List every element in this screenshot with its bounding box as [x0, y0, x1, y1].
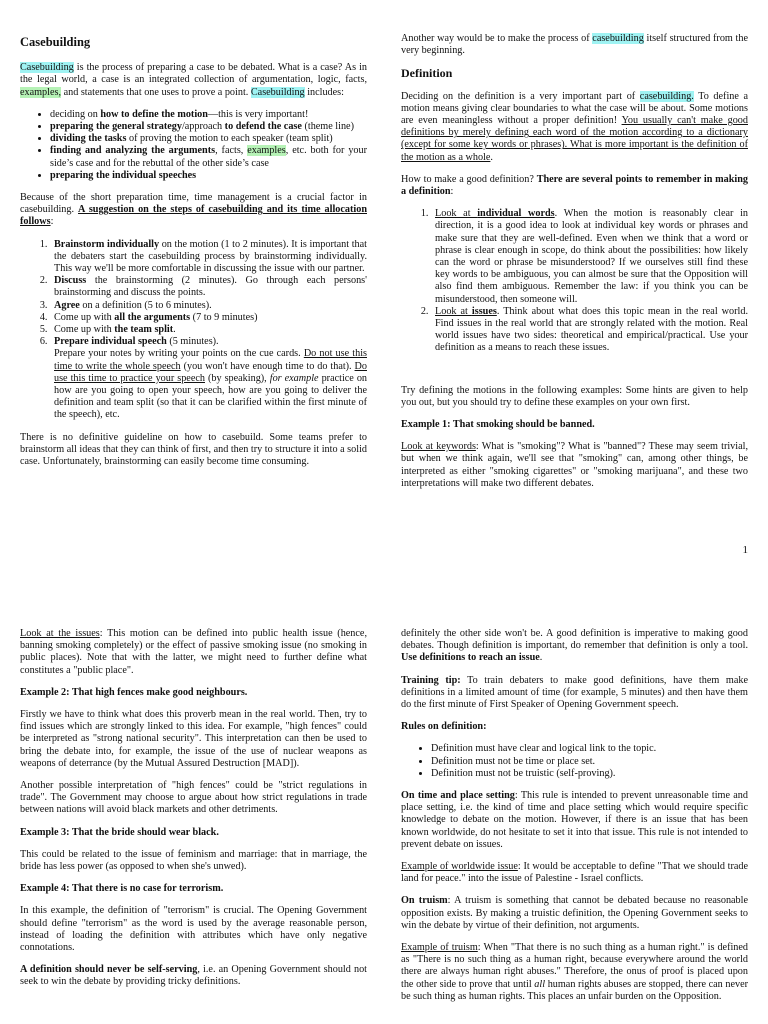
page2-left-column	[20, 628, 367, 999]
rules-list	[401, 743, 748, 780]
highlight-term: Casebuilding	[20, 62, 74, 74]
list-item: • Definition must have clear and logical link to the topic.	[431, 743, 748, 755]
casebuilding-steps-list	[20, 239, 367, 422]
list-item: • finding and analyzing the arguments, facts, examples, etc. both for your side’s case and for the rebuttal of the other side’s case	[50, 145, 367, 169]
time-management-paragraph: Because of the short preparation time, time management is a crucial factor in casebuilding. A suggestion on the steps of casebuilding and its time allocation follows:	[20, 192, 367, 228]
includes-list	[20, 109, 367, 182]
example-2-paragraph-1: Firstly we have to think what does this proverb mean in the real world. Then, try to find issues which are strongly linked to this idea. For example, "high fences" could be interpreted as "strong national security". This interpretation can then be used to bring the debate into, for example, the issue of the use of nuclear weapons as weapons of deterrance (by the Mutual Assured Destruction [MAD]).	[20, 709, 367, 769]
highlight-term: examples	[247, 145, 286, 157]
example-4-paragraph: In this example, the definition of "terrorism" is crucial. The Opening Government should define "terrorism" as the word is used by the average reasonable person, instead of loading the definition with attributes which have only negative connotations.	[20, 905, 367, 954]
list-item: • dividing the tasks of proving the motion to each speaker (team split)	[50, 133, 367, 145]
page2-right-column	[401, 628, 748, 1013]
list-item: • Definition must not be time or place set.	[431, 756, 748, 768]
page-gap	[0, 580, 768, 608]
example-3-heading: Example 3: That the bride should wear black.	[20, 826, 219, 838]
time-place-paragraph: On time and place setting: This rule is intended to prevent unreasonable time and place setting, i.e. the kind of time and place setting which would require specific knowledge to debate on the motion. However, if there is an issue that has been known worldwide, do not hesitate to set it into that issue. This rule is not intended to prevent debate on issues.	[401, 790, 748, 850]
example-3-paragraph: This could be related to the issue of feminism and marriage: that in marriage, the bride has less power (as opposed to when she's unwed).	[20, 848, 367, 873]
issues-paragraph: Look at the issues: This motion can be defined into public health issue (hence, banning smoking completely) or the effect of passive smoking issue (no smoking in public places). Note that with the latter, we might need to further define what constitutes a "public place".	[20, 628, 367, 676]
list-item: 5. Come up with the team split.	[50, 324, 367, 336]
intro-paragraph: Casebuilding is the process of preparing a case to be debated. What is a case? As in the legal world, a case is an integrated collection of argumentation, logic, facts, examples, and statements that one uses to prove a point. Casebuilding includes:	[20, 62, 367, 98]
page1-left-column	[20, 36, 367, 478]
example-2-paragraph-2: Another possible interpretation of "high fences" could be "strict regulations in trade". The Government may choose to argue about how strict regulations in trade between nations will avoid black markets and other detriments.	[20, 780, 367, 816]
list-item: 1. Brainstorm individually on the motion (1 to 2 minutes). It is important that the debaters start the casebuilding process by brainstorming individually. This way we'll be more comfortable in discussing the issue with our partner.	[50, 239, 367, 276]
highlight-term: examples,	[20, 86, 62, 98]
highlight-term: casebuilding	[592, 33, 644, 44]
section-title-casebuilding: Casebuilding	[20, 35, 91, 49]
worldwide-issue-paragraph: Example of worldwide issue: It would be acceptable to define "That we should trade land for peace." into the issue of Palestine - Israel conflicts.	[401, 861, 749, 885]
list-item: 1. Look at individual words. When the motion is reasonably clear in direction, it is a good idea to look at individual key words or phrases and make sure that they are well-defined. Even when we think that a word or phrase is clear enough in scope, do think about the possibilities: how likely can the word or phrase be misunderstood? If we ourselves still find these key words to be ambiguous, you can almost be sure that the Opposition will also find them ambiguous. Remember the law: if you think you can be misunderstood, then someone will.	[431, 208, 748, 306]
highlight-term: casebuilding.	[639, 90, 694, 102]
list-item: • deciding on how to define the motion—this is very important!	[50, 109, 367, 121]
example-4-heading: Example 4: That there is no case for terrorism.	[20, 883, 224, 895]
structured-process-paragraph: Another way would be to make the process of casebuilding itself structured from the very beginning.	[401, 33, 748, 57]
definition-paragraph: Deciding on the definition is a very important part of casebuilding. To define a motion means giving clear boundaries to what the case will be about. Some motions are even meaningless without a proper definition! You usually can't make good definitions by merely defining each word of the motion according to a dictionary (except for some key words or phrases). What is more important is the definition of the motion as a whole.	[401, 90, 748, 163]
keywords-paragraph: Look at keywords: What is "smoking"? What is "banned"? These may seem trivial, but when we think again, we'll see that "smoking" can, among other things, be interpreted as either "smoking cigarettes" or "smoking marijuana", and these two interpretations will make two different debates.	[401, 441, 749, 489]
section-title-definition: Definition	[401, 66, 453, 81]
document-page-2	[0, 608, 768, 1024]
example-1-heading: Example 1: That smoking should be banned.	[401, 419, 595, 431]
list-item: 4. Come up with all the arguments (7 to 9 minutes)	[50, 312, 367, 324]
training-tip-paragraph: Training tip: To train debaters to make good definitions, have them make definitions in a limited amount of time (for example, 5 minutes) and then have them do the first minute of First Speaker of Opening Government speech.	[401, 674, 748, 711]
truism-example-paragraph: Example of truism: When "That there is no such thing as a human right." is defined as "There is no such thing as a human right, because everywhere around the world there are always human right abuses." Therefore, the onus of proof is placed upon the other side to prove that until all human rights abuses are stopped, there can never be such thing as human rights. This places an unfair burden on the Opposition.	[401, 942, 749, 1002]
list-item: 2. Discuss the brainstorming (2 minutes). Go through each persons' brainstorming and discuss the points.	[50, 275, 367, 299]
closing-paragraph: There is no definitive guideline on how to casebuild. Some teams prefer to brainstorm all ideas that they can think of first, and then try to structure it into a solid case. Unfortunately, brainstorming can easily become time consuming.	[20, 431, 367, 468]
list-item: • Definition must not be truistic (self-proving).	[431, 768, 748, 780]
list-item: 2. Look at issues. Think about what does this topic mean in the real world. Find issues in the real world that are strongly related with the motion. Real world issues have two sides: theoretical and empirical/practical. Use your definition as a means to reach these issues.	[431, 306, 748, 355]
how-to-define-paragraph: How to make a good definition? There are several points to remember in making a definition:	[401, 173, 749, 198]
list-item: • preparing the general strategy/approach to defend the case (theme line)	[50, 121, 367, 133]
try-defining-paragraph: Try defining the motions in the following examples: Some hints are given to help you out, but you should try to define these examples on your own first.	[401, 384, 748, 408]
list-item: 6. Prepare individual speech (5 minutes). Prepare your notes by writing your points on the cue cards. Do not use this time to write the whole speech (you won't have enough time to do that). Do use this time to practice your speech (by speaking), for example practice on how are you going to open your speech, how are you going to deliver the definition and team split (so that it can be clarified within the first minute of the speech), etc.	[50, 336, 367, 421]
example-2-heading: Example 2: That high fences make good neighbours.	[20, 686, 248, 698]
truism-paragraph: On truism: A truism is something that cannot be debated because no reasonable opposition exists. By making a truistic definition, the Opening Government seeks to win the debate by virtue of their definition, not arguments.	[401, 895, 749, 931]
definition-points-list	[401, 208, 748, 354]
rules-heading: Rules on definition:	[401, 721, 487, 733]
highlight-term: Casebuilding	[250, 86, 305, 98]
list-item: 3. Agree on a definition (5 to 6 minutes).	[50, 300, 367, 312]
page1-right-column	[401, 33, 748, 500]
self-serving-paragraph: A definition should never be self-serving, i.e. an Opening Government should not seek to win the debate by providing tricky definitions.	[20, 964, 367, 988]
page-number: 1	[742, 544, 748, 556]
definition-tool-paragraph: definitely the other side won't be. A good definition is imperative to making good debates. Though definition is important, do remember that definition is only a tool. Use definitions to reach an issue.	[401, 628, 748, 664]
list-item: • preparing the individual speeches	[50, 170, 367, 182]
